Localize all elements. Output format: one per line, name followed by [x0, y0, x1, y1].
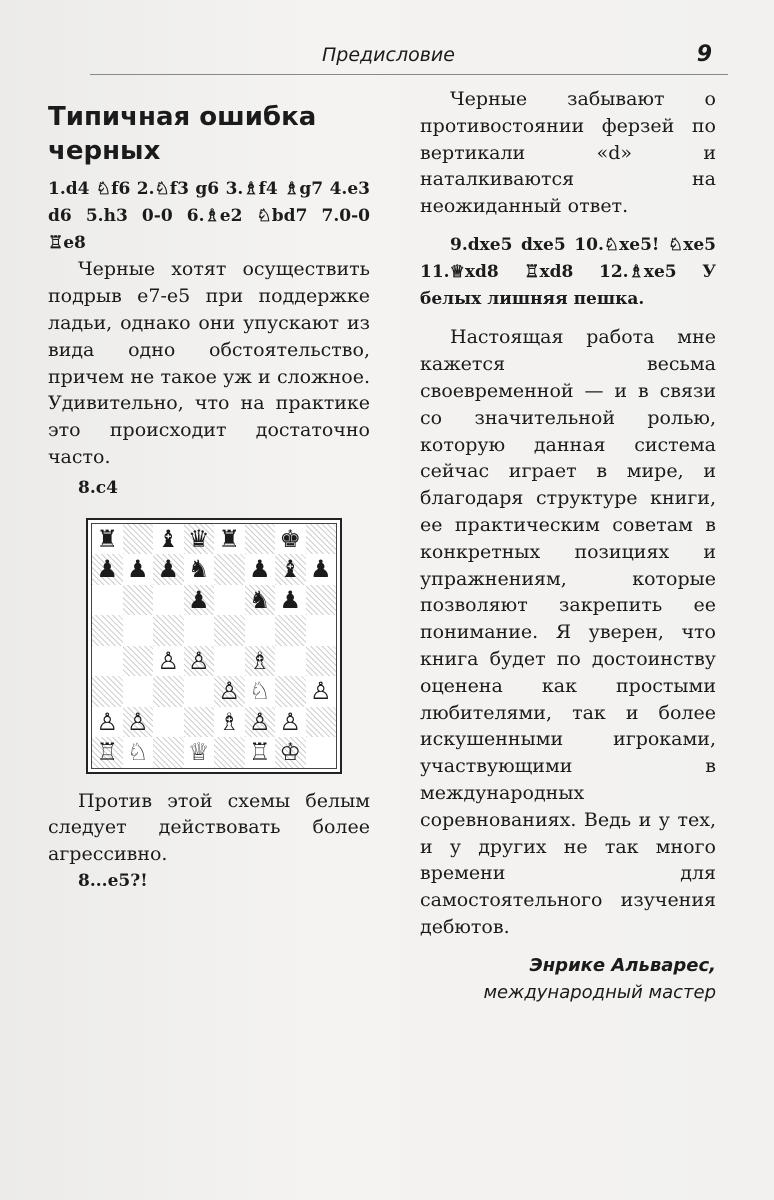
board-square: ♛ — [184, 524, 215, 555]
board-square — [153, 615, 184, 646]
board-square: ♟ — [275, 585, 306, 616]
board-square — [92, 615, 123, 646]
header-title: Предисловие — [322, 44, 455, 66]
board-square: ♙ — [275, 707, 306, 738]
board-square: ♟ — [245, 554, 276, 585]
board-square — [306, 646, 337, 677]
board-square: ♚ — [275, 524, 306, 555]
board-square — [153, 676, 184, 707]
move-sequence-1: 1.d4 ♘f6 2.♘f3 g6 3.♗f4 ♗g7 4.e3 d6 5.h3 0-0 6.♗e2 ♘bd7 7.0-0 ♖e8 — [48, 179, 370, 253]
board-square — [153, 707, 184, 738]
right-column — [420, 86, 716, 1006]
board-square: ♞ — [245, 585, 276, 616]
board-square — [184, 707, 215, 738]
board-square — [214, 615, 245, 646]
board-square — [275, 646, 306, 677]
board-square — [275, 615, 306, 646]
board-square — [123, 646, 154, 677]
board-square — [306, 737, 337, 768]
board-square — [92, 646, 123, 677]
board-square: ♙ — [123, 707, 154, 738]
page-number: 9 — [696, 42, 712, 67]
move-sequence-4: 9.dxe5 dxe5 10.♘xe5! ♘xe5 11.♕xd8 ♖xd8 12.♗xe5 У белых лишняя пешка. — [420, 234, 716, 309]
board-square: ♘ — [245, 676, 276, 707]
left-column — [48, 86, 370, 895]
paragraph-1: Черные хотят осуществить подрыв е7-е5 при поддержке ладьи, однако они упускают из вида одно обстоятельство, причем не такое уж и сложное. Удивительно, что на практике это происходит достаточно часто. — [48, 258, 370, 468]
board-square — [123, 676, 154, 707]
board-square — [214, 554, 245, 585]
board-square: ♟ — [123, 554, 154, 585]
board-square — [306, 524, 337, 555]
chess-diagram — [86, 518, 342, 774]
board-square: ♟ — [184, 585, 215, 616]
board-square — [184, 676, 215, 707]
section-heading: Типичная ошибка черных — [48, 102, 317, 166]
board-square — [153, 737, 184, 768]
board-square — [306, 707, 337, 738]
board-square: ♟ — [153, 554, 184, 585]
board-square: ♙ — [153, 646, 184, 677]
chess-board — [91, 523, 337, 769]
move-sequence-2: 8.c4 — [78, 477, 118, 498]
board-square — [123, 585, 154, 616]
board-square: ♙ — [92, 707, 123, 738]
board-square — [123, 524, 154, 555]
board-square — [245, 615, 276, 646]
board-square — [214, 646, 245, 677]
author-name: Энрике Альварес, — [529, 954, 716, 976]
board-square — [184, 615, 215, 646]
board-square — [306, 585, 337, 616]
board-square: ♖ — [245, 737, 276, 768]
author-title: международный мастер — [483, 981, 716, 1003]
board-square: ♗ — [214, 707, 245, 738]
board-square: ♙ — [214, 676, 245, 707]
paragraph-4: Настоящая работа мне кажется весьма своевременной — и в связи со значительной ролью, которую данная система сейчас играет в мире, и благодаря структуре книги, ее практическим советам в конкретных позициях и упражнениям, которые позволяют закрепить ее понимание. Я уверен, что книга будет по достоинству оценена как простыми любителями, так и более искушенными игроками, участвующими в международных соревнованиях. Ведь и у тех, и у других не так много времени для самостоятельного изучения дебютов. — [420, 326, 716, 938]
board-square: ♝ — [275, 554, 306, 585]
board-square: ♘ — [123, 737, 154, 768]
board-square: ♔ — [275, 737, 306, 768]
board-square: ♟ — [92, 554, 123, 585]
board-square — [214, 737, 245, 768]
board-square — [275, 676, 306, 707]
board-square: ♙ — [184, 646, 215, 677]
board-square — [153, 585, 184, 616]
paragraph-2: Против этой схемы белым следует действовать более агрессивно. — [48, 789, 370, 866]
board-square — [92, 676, 123, 707]
move-sequence-3: 8...e5?! — [78, 870, 148, 891]
running-header — [90, 44, 728, 75]
board-square: ♜ — [214, 524, 245, 555]
board-square: ♝ — [153, 524, 184, 555]
board-square: ♗ — [245, 646, 276, 677]
board-square: ♙ — [306, 676, 337, 707]
board-square — [123, 615, 154, 646]
board-square: ♜ — [92, 524, 123, 555]
paragraph-3: Черные забывают о противостоянии ферзей по вертикали «d» и наталкиваются на неожиданный ответ. — [420, 88, 716, 218]
board-square: ♖ — [92, 737, 123, 768]
board-square — [306, 615, 337, 646]
board-square: ♞ — [184, 554, 215, 585]
board-square: ♙ — [245, 707, 276, 738]
board-square — [245, 524, 276, 555]
board-square: ♟ — [306, 554, 337, 585]
board-square — [92, 585, 123, 616]
board-square — [214, 585, 245, 616]
board-square: ♕ — [184, 737, 215, 768]
